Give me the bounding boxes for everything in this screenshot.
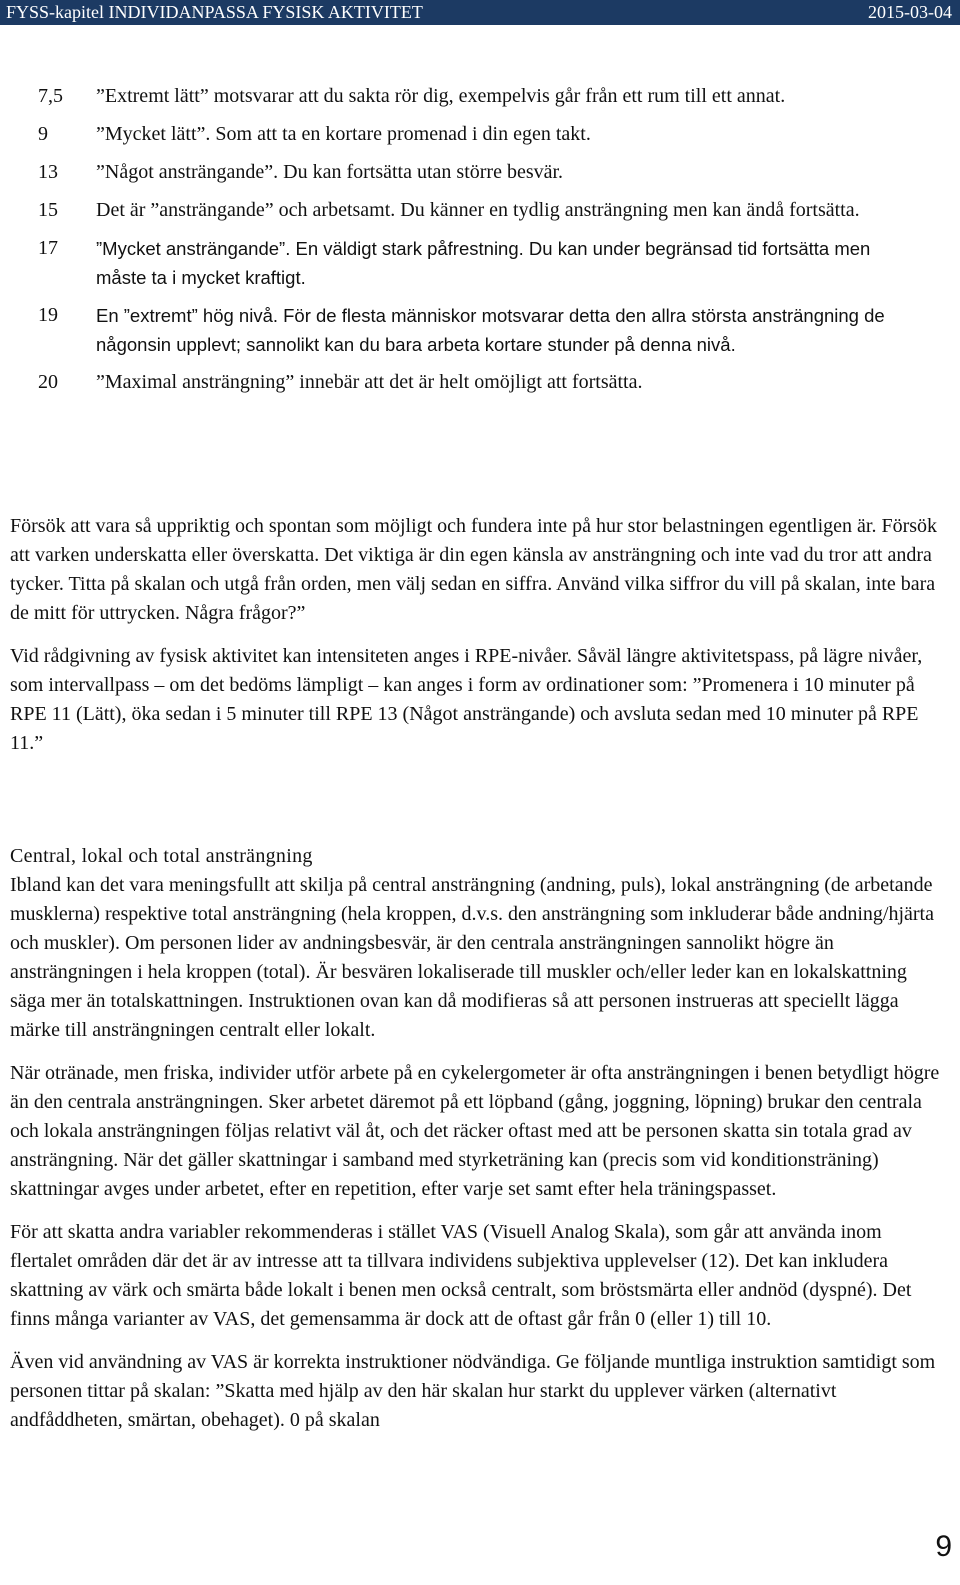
paragraph: För att skatta andra variabler rekommenderas i stället VAS (Visuell Analog Skala), som går att använda inom flertalet områden där det är av intresse att ta tillvara individens subjektiva upplevelser (12). Det kan inkludera skattning av värk och smärta både lokalt i benen men också centralt, som bröstsmärta eller andnöd (dyspné). Det finns många varianter av VAS, det gemensamma är dock att de oftast går från 0 (eller 1) till 10. bbox=[10, 1221, 912, 1330]
section-central-local-total bbox=[10, 842, 946, 1449]
header-date: 2015-03-04 bbox=[868, 2, 952, 22]
paragraph: Även vid användning av VAS är korrekta instruktioner nödvändiga. Ge följande muntliga instruktion samtidigt som personen tittar på skalan: ”Skatta med hjälp av den här skalan hur starkt du upplever värken (alternativt andfåddheten, smärtan, obehaget). 0 på skalan bbox=[10, 1351, 936, 1431]
header-title: FYSS-kapitel INDIVIDANPASSA FYSISK AKTIVITET bbox=[6, 2, 423, 22]
scale-item bbox=[38, 120, 918, 149]
section-heading: Central, lokal och total ansträngning bbox=[10, 845, 313, 867]
page-header bbox=[0, 0, 960, 25]
scale-value: 15 bbox=[38, 199, 58, 221]
paragraph: Försök att vara så uppriktig och spontan som möjligt och fundera inte på hur stor belastningen egentligen är. Försök att varken underskatta eller överskatta. Det viktiga är din egen känsla av ansträngning och inte vad du tror att andra tycker. Titta på skalan och utgå från orden, men välj sedan en siffra. Använd vilka siffror du vill på skalan, inte bara de mitt för uttrycken. Några frågor?” bbox=[10, 515, 938, 624]
paragraph: Vid rådgivning av fysisk aktivitet kan intensiteten anges i RPE-nivåer. Såväl längre aktivitetspass, på lägre nivåer, som intervallpass – om det bedöms lämpligt – kan anges i form av ordinationer som: ”Promenera i 10 minuter på RPE 11 (Lätt), öka sedan i 5 minuter till RPE 13 (Något ansträngande) och avsluta sedan med 10 minuter på RPE 11.” bbox=[10, 645, 923, 754]
page-number: 9 bbox=[935, 1530, 952, 1563]
scale-description: ”Extremt lätt” motsvarar att du sakta rör dig, exempelvis går från ett rum till ett annat. bbox=[96, 85, 786, 107]
rpe-scale-list bbox=[38, 82, 918, 406]
scale-item bbox=[38, 82, 918, 111]
scale-description: En ”extremt” hög nivå. För de flesta människor motsvarar detta den allra största ansträngning de någonsin upplevt; sannolikt kan du bara arbeta kortare stunder på denna nivå. bbox=[96, 305, 885, 355]
scale-description: ”Mycket lätt”. Som att ta en kortare promenad i din egen takt. bbox=[96, 123, 591, 145]
scale-value: 19 bbox=[38, 304, 58, 326]
scale-item bbox=[38, 196, 918, 225]
scale-item bbox=[38, 234, 918, 292]
scale-item bbox=[38, 301, 918, 359]
paragraph: När otränade, men friska, individer utför arbete på en cykelergometer är ofta ansträngningen i benen betydligt högre än den centrala ansträngningen. Sker arbetet däremot på ett löpband (gång, joggning, löpning) brukar den centrala och lokala ansträngningen följas relativt väl åt, och det räcker oftast med att be personen skatta sin totala grad av ansträngning. När det gäller skattningar i samband med styrketräning kan (precis som vid konditionsträning) skattningar avges under arbetet, efter en repetition, efter varje set samt efter hela träningspasset. bbox=[10, 1062, 940, 1200]
scale-description: ”Mycket ansträngande”. En väldigt stark påfrestning. Du kan under begränsad tid fortsätta men måste ta i mycket kraftigt. bbox=[96, 238, 871, 288]
scale-value: 20 bbox=[38, 371, 58, 393]
scale-value: 17 bbox=[38, 237, 58, 259]
paragraph: Ibland kan det vara meningsfullt att skilja på central ansträngning (andning, puls), lokal ansträngning (de arbetande musklerna) respektive total ansträngning (hela kroppen, d.v.s. den ansträngning som inkluderar både andning/hjärta och muskler). Om personen lider av andningsbesvär, är den centrala ansträngningen sannolikt högre än ansträngningen i hela kroppen (total). Är besvären lokaliserade till muskler och/eller leder kan en lokalskattning säga mer än totalskattningen. Instruktionen ovan kan då modifieras så att personen instrueras att speciellt lägga märke till ansträngningen centralt eller lokalt. bbox=[10, 874, 934, 1041]
scale-value: 9 bbox=[38, 123, 48, 145]
scale-item bbox=[38, 158, 918, 187]
scale-value: 7,5 bbox=[38, 85, 63, 107]
instruction-block bbox=[10, 512, 946, 772]
scale-description: Det är ”ansträngande” och arbetsamt. Du känner en tydlig ansträngning men kan ändå fortsätta. bbox=[96, 199, 860, 221]
scale-description: ”Något ansträngande”. Du kan fortsätta utan större besvär. bbox=[96, 161, 564, 183]
scale-item bbox=[38, 368, 918, 397]
scale-value: 13 bbox=[38, 161, 58, 183]
scale-description: ”Maximal ansträngning” innebär att det är helt omöjligt att fortsätta. bbox=[96, 371, 643, 393]
